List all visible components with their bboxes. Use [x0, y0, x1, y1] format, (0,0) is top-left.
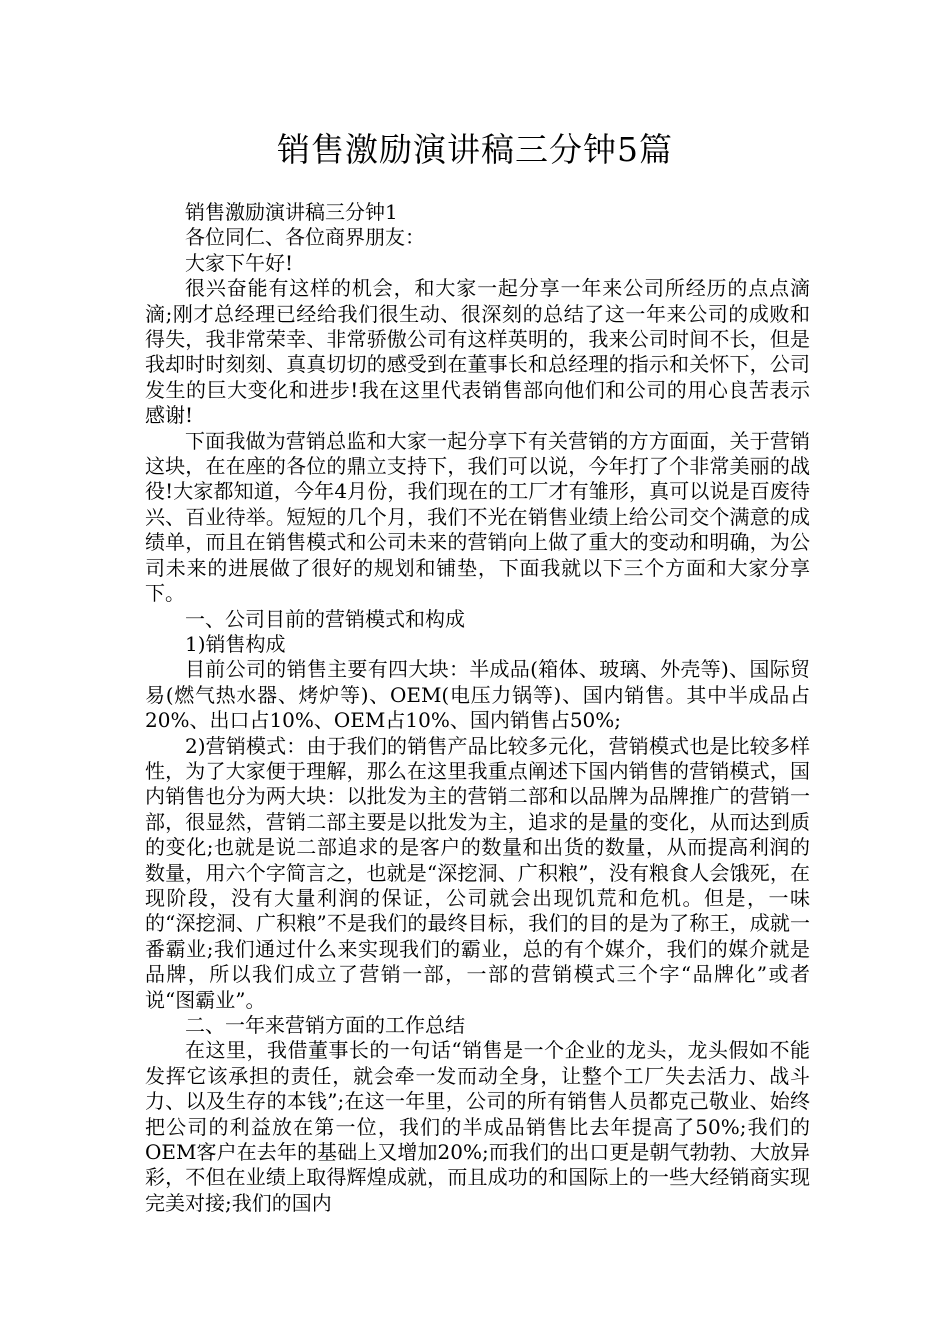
document-title: 销售激励演讲稿三分钟5篇	[277, 130, 673, 169]
paragraph-greeting: 大家下午好!	[185, 250, 294, 275]
subsection-heading-1: 1)销售构成	[185, 631, 286, 656]
paragraph-subtitle: 销售激励演讲稿三分钟1	[185, 200, 398, 224]
paragraph-annual-summary: 在这里，我借董事长的一句话“销售是一个企业的龙头，龙头假如不能发挥它该承担的责任，就会牵一发而动全身，让整个工厂失去活力、战斗力、以及生存的本钱”;在这一年里，公司的所有销售人员都克己敬业、始终把公司的利益放在第一位，我们的半成品销售比去年提高了50%;我们的OEM客户在去年的基础上又增加20%;而我们的出口更是朝气勃勃、大放异彩，不但在业绩上取得辉煌成就，而且成功的和国际上的一些大经销商实现完美对接;我们的国内	[145, 1038, 810, 1215]
paragraph-sales-composition: 目前公司的销售主要有四大块：半成品(箱体、玻璃、外壳等)、国际贸易(燃气热水器、烤炉等)、OEM(电压力锅等)、国内销售。其中半成品占20%、出口占10%、OEM占10%、国内销售占50%;	[145, 657, 810, 733]
paragraph-introduction: 下面我做为营销总监和大家一起分享下有关营销的方方面面，关于营销这块，在在座的各位的鼎立支持下，我们可以说，今年打了个非常美丽的战役!大家都知道，今年4月份，我们现在的工厂才有雏形，真可以说是百废待兴、百业待举。短短的几个月，我们不光在销售业绩上给公司交个满意的成绩单，而且在销售模式和公司未来的营销向上做了重大的变动和明确，为公司未来的进展做了很好的规划和铺垫，下面我就以下三个方面和大家分享下。	[145, 428, 810, 606]
paragraph-salutation: 各位同仁、各位商界朋友：	[185, 225, 425, 250]
section-heading-2: 二、一年来营销方面的工作总结	[185, 1013, 465, 1037]
paragraph-opening: 很兴奋能有这样的机会，和大家一起分享一年来公司所经历的点点滴滴;刚才总经理已经给我们很生动、很深刻的总结了这一年来公司的成败和得失，我非常荣幸、非常骄傲公司有这样英明的，我来公司时间不长，但是我却时时刻刻、真真切切的感受到在董事长和总经理的指示和关怀下，公司发生的巨大变化和进步!我在这里代表销售部向他们和公司的用心良苦表示感谢!	[145, 276, 810, 428]
document-body	[145, 200, 810, 1216]
section-heading-1: 一、公司目前的营销模式和构成	[185, 606, 465, 631]
paragraph-marketing-model: 2)营销模式：由于我们的销售产品比较多元化，营销模式也是比较多样性，为了大家便于理解，那么在这里我重点阐述下国内销售的营销模式，国内销售也分为两大块：以批发为主的营销二部和以品牌为品牌推广的营销一部，很显然，营销二部主要是以批发为主，追求的是量的变化，从而达到质的变化;也就是说二部追求的是客户的数量和出货的数量，从而提高利润的数量，用六个字简言之，也就是“深挖洞、广积粮”，没有粮食人会饿死，在现阶段，没有大量利润的保证，公司就会出现饥荒和危机。但是，一味的“深挖洞、广积粮”不是我们的最终目标，我们的目的是为了称王，成就一番霸业;我们通过什么来实现我们的霸业，总的有个媒介，我们的媒介就是品牌，所以我们成立了营销一部，一部的营销模式三个字“品牌化”或者说“图霸业”。	[145, 733, 810, 1012]
